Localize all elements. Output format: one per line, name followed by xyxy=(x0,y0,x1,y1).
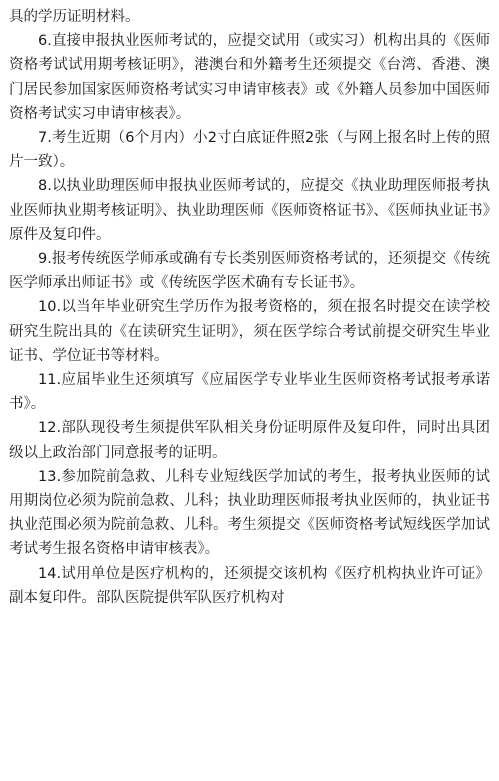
paragraph-item-9: 9.报考传统医学师承或确有专长类别医师资格考试的，还须提交《传统医学师承出师证书》或《传统医学医术确有专长证书》。 xyxy=(9,251,490,292)
paragraph-item-6: 6.直接申报执业医师考试的，应提交试用（或实习）机构出具的《医师资格考试试用期考核证明》，港澳台和外籍考生还须提交《台湾、香港、澳门居民参加国家医师资格考试实习申请审核表》或《外籍人员参加中国医师资格考试实习申请审核表》。 xyxy=(9,33,490,122)
paragraph-item-8: 8.以执业助理医师申报执业医师考试的，应提交《执业助理医师报考执业医师执业期考核证明》、执业助理医师《医师资格证书》、《医师执业证书》原件及复印件。 xyxy=(9,178,490,243)
paragraph-item-11: 11.应届毕业生还须填写《应届医学专业毕业生医师资格考试报考承诺书》。 xyxy=(9,372,490,413)
paragraph-item-13: 13.参加院前急救、儿科专业短线医学加试的考生，报考执业医师的试用期岗位必须为院前急救、儿科；执业助理医师报考执业医师的，执业证书执业范围必须为院前急救、儿科。考生须提交《医师资格考试短线医学加试考试考生报名资格申请审核表》。 xyxy=(9,468,490,558)
paragraph-item-14: 14.试用单位是医疗机构的，还须提交该机构《医疗机构执业许可证》副本复印件。部队医院提供军队医疗机构对 xyxy=(9,565,490,606)
paragraph-item-7: 7.考生近期（6个月内）小2寸白底证件照2张（与网上报名时上传的照片一致）。 xyxy=(9,130,490,171)
paragraph-item-10: 10.以当年毕业研究生学历作为报考资格的，须在报名时提交在读学校研究生院出具的《在读研究生证明》，须在医学综合考试前提交研究生毕业证书、学位证书等材料。 xyxy=(9,299,490,364)
paragraph-continuation: 具的学历证明材料。 xyxy=(9,9,140,25)
paragraph-item-12: 12.部队现役考生须提供军队相关身份证明原件及复印件，同时出具团级以上政治部门同意报考的证明。 xyxy=(9,420,490,461)
